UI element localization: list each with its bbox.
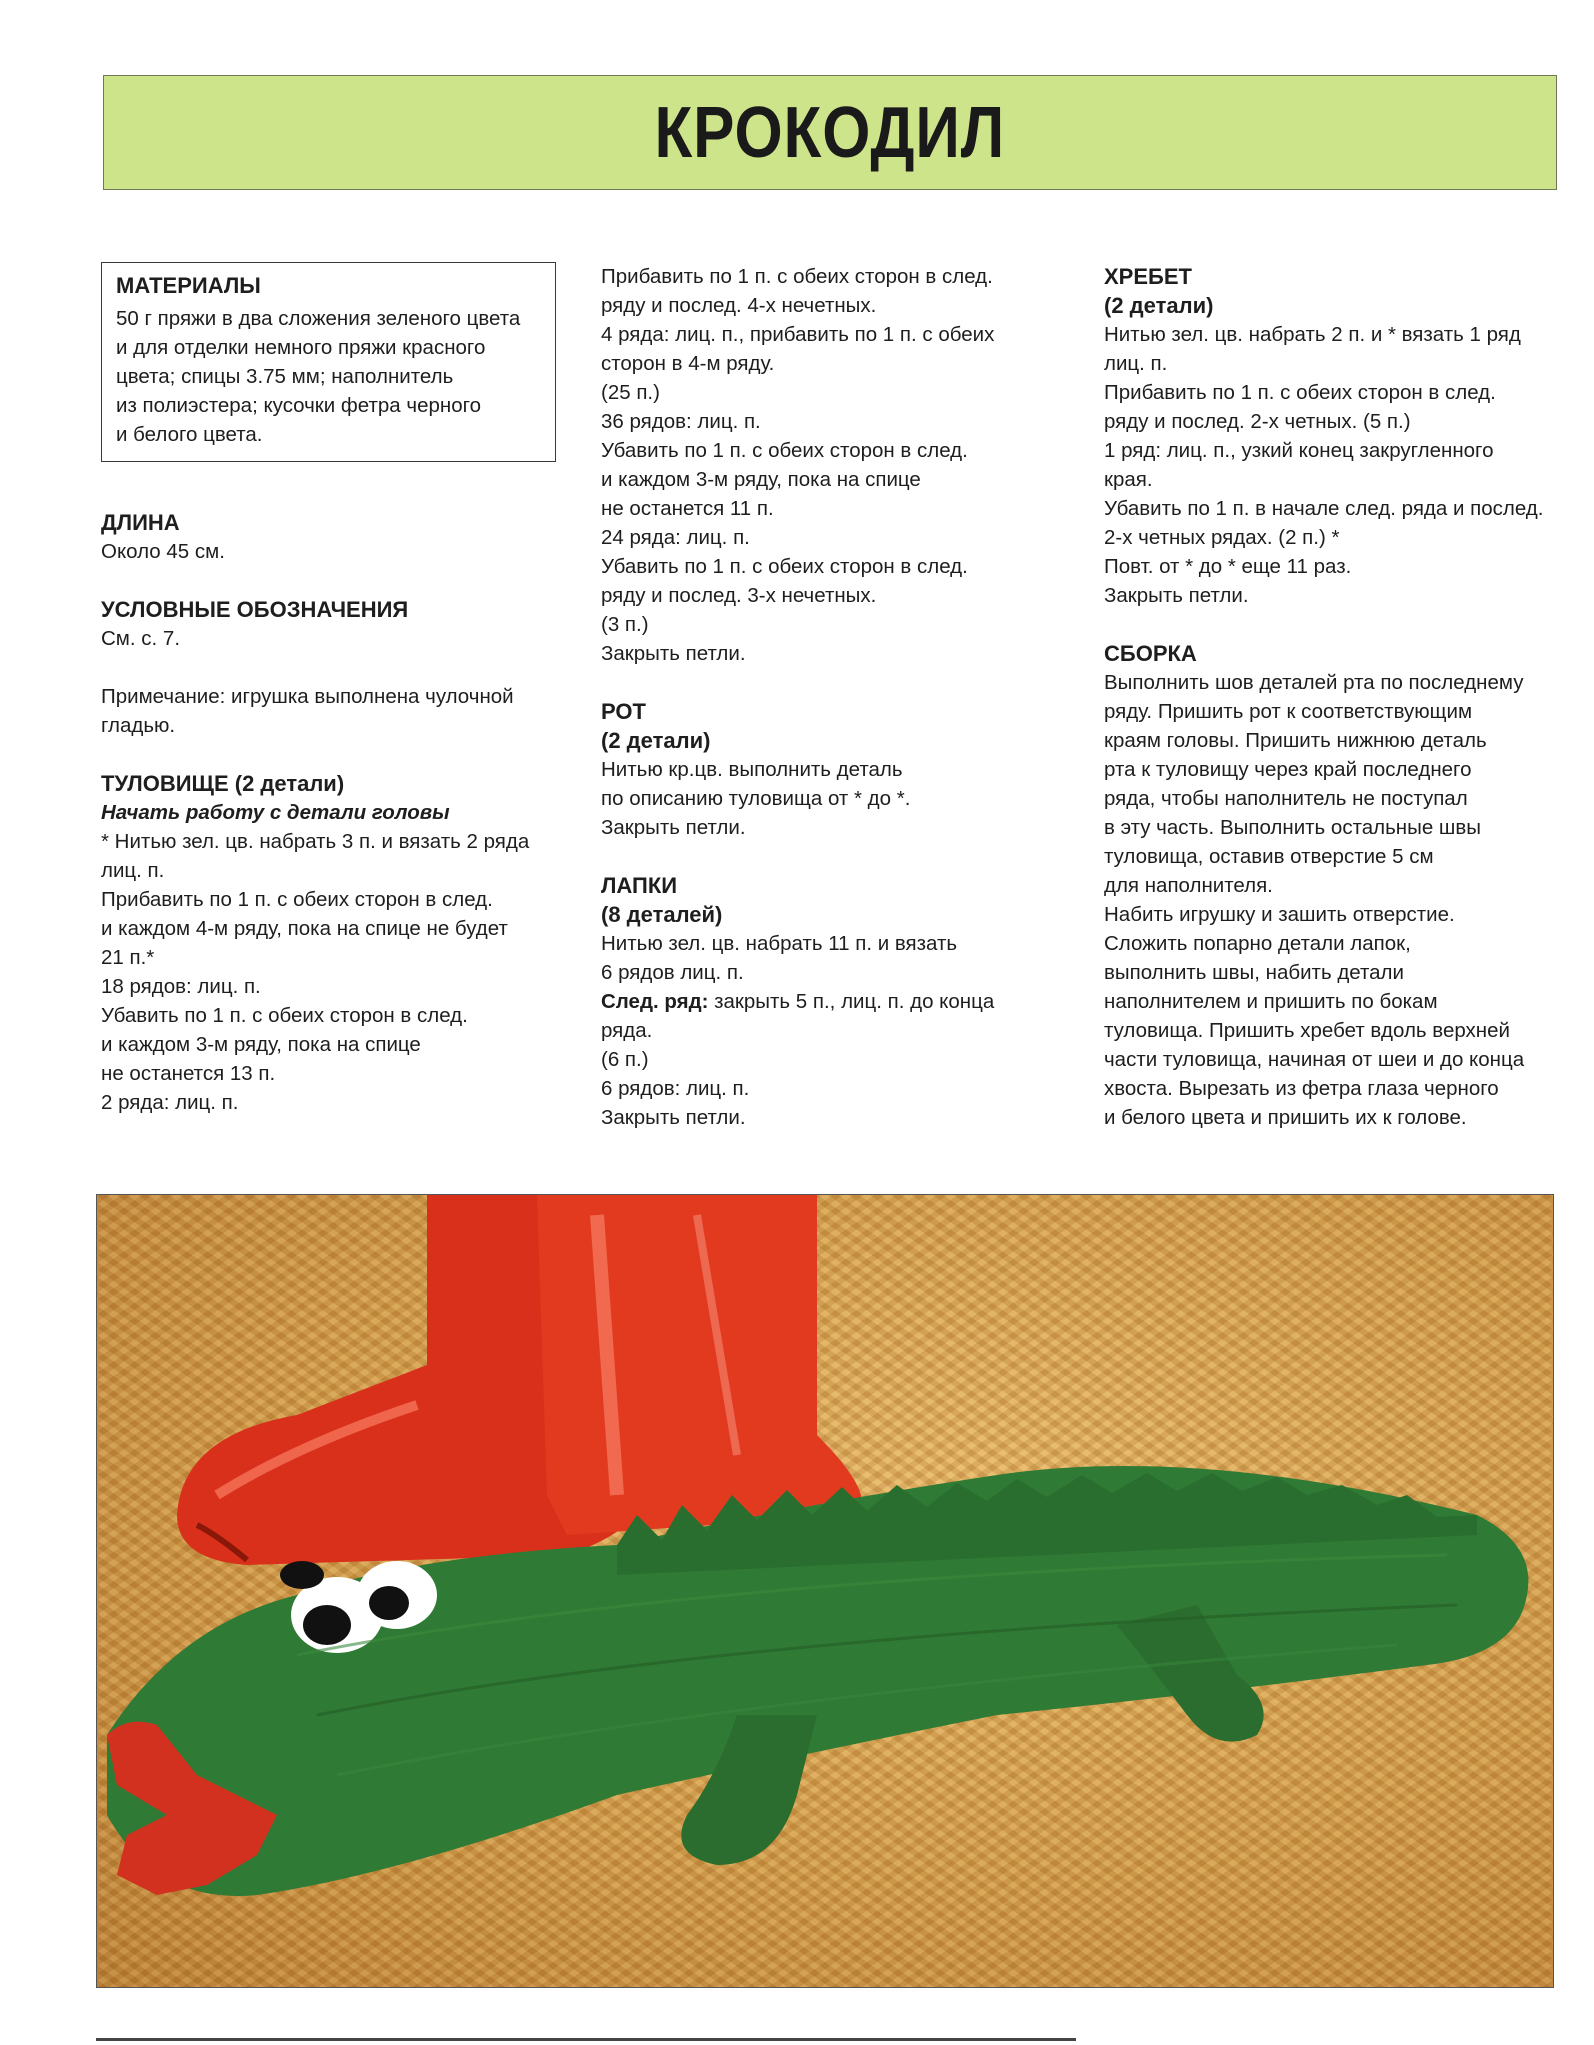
body-line: и каждом 3-м ряду, пока на спице	[101, 1033, 421, 1056]
body-line: Убавить по 1 п. с обеих сторон в след.	[101, 1004, 468, 1027]
assembly-line: Сложить попарно детали лапок,	[1104, 932, 1411, 955]
ridge-line: Повт. от * до * еще 11 раз.	[1104, 555, 1352, 578]
spacer	[101, 566, 571, 595]
ridge-line: Прибавить по 1 п. с обеих сторон в след.	[1104, 381, 1496, 404]
ridge-line: лиц. п.	[1104, 352, 1168, 375]
footer-rule	[96, 2038, 1076, 2041]
assembly-line: ряда, чтобы наполнитель не поступал	[1104, 787, 1468, 810]
ridge-line: 2-х четных рядах. (2 п.) *	[1104, 526, 1340, 549]
materials-line: и для отделки немного пряжи красного	[116, 336, 486, 359]
body-line: 18 рядов: лиц. п.	[101, 975, 261, 998]
body-continued-line: (3 п.)	[601, 613, 649, 636]
ridge-line: Закрыть петли.	[1104, 584, 1249, 607]
assembly-line: и белого цвета и пришить их к голове.	[1104, 1106, 1467, 1129]
assembly-line: туловища, оставив отверстие 5 см	[1104, 845, 1434, 868]
mouth-line: по описанию туловища от * до *.	[601, 787, 911, 810]
spacer	[1104, 610, 1564, 639]
body-continued-line: Убавить по 1 п. с обеих сторон в след.	[601, 555, 968, 578]
materials-line: цвета; спицы 3.75 мм; наполнитель	[116, 365, 454, 388]
assembly-line: выполнить швы, набить детали	[1104, 961, 1404, 984]
paws-line: (6 п.)	[601, 1048, 649, 1071]
ridge-line: Нитью зел. цв. набрать 2 п. и * вязать 1 ряд	[1104, 323, 1521, 346]
body-continued-line: 24 ряда: лиц. п.	[601, 526, 750, 549]
note-line: Примечание: игрушка выполнена чулочной	[101, 685, 514, 708]
body-line: не останется 13 п.	[101, 1062, 276, 1085]
ridge-heading: ХРЕБЕТ	[1104, 264, 1192, 289]
mouth-line: Нитью кр.цв. выполнить деталь	[601, 758, 903, 781]
length-heading: ДЛИНА	[101, 510, 180, 535]
materials-heading: МАТЕРИАЛЫ	[116, 273, 261, 298]
title-banner	[103, 75, 1557, 190]
paws-next-row-text: закрыть 5 п., лиц. п. до конца	[708, 990, 995, 1013]
assembly-line: ряду. Пришить рот к соответствующим	[1104, 700, 1473, 723]
spacer	[601, 668, 1061, 697]
body-line: и каждом 4-м ряду, пока на спице не будет	[101, 917, 508, 940]
ridge-line: края.	[1104, 468, 1153, 491]
body-line: 2 ряда: лиц. п.	[101, 1091, 239, 1114]
paws-line: Закрыть петли.	[601, 1106, 746, 1129]
assembly-line: для наполнителя.	[1104, 874, 1273, 897]
assembly-line: в эту часть. Выполнить остальные швы	[1104, 816, 1481, 839]
crocodile-photo	[96, 1194, 1554, 1988]
assembly-heading: СБОРКА	[1104, 641, 1197, 666]
body-continued-line: Закрыть петли.	[601, 642, 746, 665]
body-continued-line: 36 рядов: лиц. п.	[601, 410, 761, 433]
body-line: * Нитью зел. цв. набрать 3 п. и вязать 2 ряда	[101, 830, 530, 853]
mouth-heading: РОТ	[601, 699, 646, 724]
ridge-line: 1 ряд: лиц. п., узкий конец закругленного	[1104, 439, 1494, 462]
paws-line: 6 рядов лиц. п.	[601, 961, 744, 984]
page-title: КРОКОДИЛ	[654, 92, 1006, 173]
note-line: гладью.	[101, 714, 176, 737]
body-line: лиц. п.	[101, 859, 165, 882]
paws-heading: ЛАПКИ	[601, 873, 678, 898]
mouth-line: Закрыть петли.	[601, 816, 746, 839]
spacer	[101, 740, 571, 769]
paws-count: (8 деталей)	[601, 902, 723, 927]
paws-next-row	[601, 987, 1061, 1016]
body-line: 21 п.*	[101, 946, 155, 969]
paws-line: Нитью зел. цв. набрать 11 п. и вязать	[601, 932, 958, 955]
red-boots	[177, 1195, 862, 1565]
column-3	[1104, 262, 1564, 1132]
body-subheading: Начать работу с детали головы	[101, 801, 450, 824]
column-1	[101, 262, 571, 1117]
body-continued-line: ряду и послед. 3-х нечетных.	[601, 584, 877, 607]
body-continued-line: 4 ряда: лиц. п., прибавить по 1 п. с обеих	[601, 323, 995, 346]
body-continued-line: Убавить по 1 п. с обеих сторон в след.	[601, 439, 968, 462]
materials-line: из полиэстера; кусочки фетра черного	[116, 394, 482, 417]
ridge-line: Убавить по 1 п. в начале след. ряда и послед.	[1104, 497, 1544, 520]
paws-line: ряда.	[601, 1019, 653, 1042]
spacer	[601, 842, 1061, 871]
ridge-line: ряду и послед. 2-х четных. (5 п.)	[1104, 410, 1411, 433]
body-line: Прибавить по 1 п. с обеих сторон в след.	[101, 888, 493, 911]
mouth-count: (2 детали)	[601, 728, 711, 753]
materials-line: 50 г пряжи в два сложения зеленого цвета	[116, 307, 521, 330]
assembly-line: хвоста. Вырезать из фетра глаза черного	[1104, 1077, 1499, 1100]
spacer	[101, 653, 571, 682]
column-2	[601, 262, 1061, 1132]
assembly-line: наполнителем и пришить по бокам	[1104, 990, 1438, 1013]
body-continued-line: и каждом 3-м ряду, пока на спице	[601, 468, 921, 491]
body-continued-line: ряду и послед. 4-х нечетных.	[601, 294, 877, 317]
length-value: Около 45 см.	[101, 540, 225, 563]
materials-box	[101, 262, 556, 462]
materials-line: и белого цвета.	[116, 423, 263, 446]
crocodile-illustration	[97, 1195, 1554, 1988]
body-continued-line: (25 п.)	[601, 381, 660, 404]
assembly-line: рта к туловищу через край последнего	[1104, 758, 1472, 781]
assembly-line: краям головы. Пришить нижнюю деталь	[1104, 729, 1487, 752]
symbols-value: См. с. 7.	[101, 627, 181, 650]
body-heading: ТУЛОВИЩЕ (2 детали)	[101, 771, 345, 796]
ridge-count: (2 детали)	[1104, 293, 1214, 318]
assembly-line: части туловища, начиная от шеи и до конца	[1104, 1048, 1525, 1071]
paws-next-row-label: След. ряд:	[601, 990, 709, 1013]
body-continued-line: не останется 11 п.	[601, 497, 774, 520]
assembly-line: Набить игрушку и зашить отверстие.	[1104, 903, 1455, 926]
assembly-line: Выполнить шов деталей рта по последнему	[1104, 671, 1524, 694]
symbols-heading: УСЛОВНЫЕ ОБОЗНАЧЕНИЯ	[101, 597, 409, 622]
body-continued-line: Прибавить по 1 п. с обеих сторон в след.	[601, 265, 993, 288]
assembly-line: туловища. Пришить хребет вдоль верхней	[1104, 1019, 1510, 1042]
paws-line: 6 рядов: лиц. п.	[601, 1077, 750, 1100]
body-continued-line: сторон в 4-м ряду.	[601, 352, 775, 375]
